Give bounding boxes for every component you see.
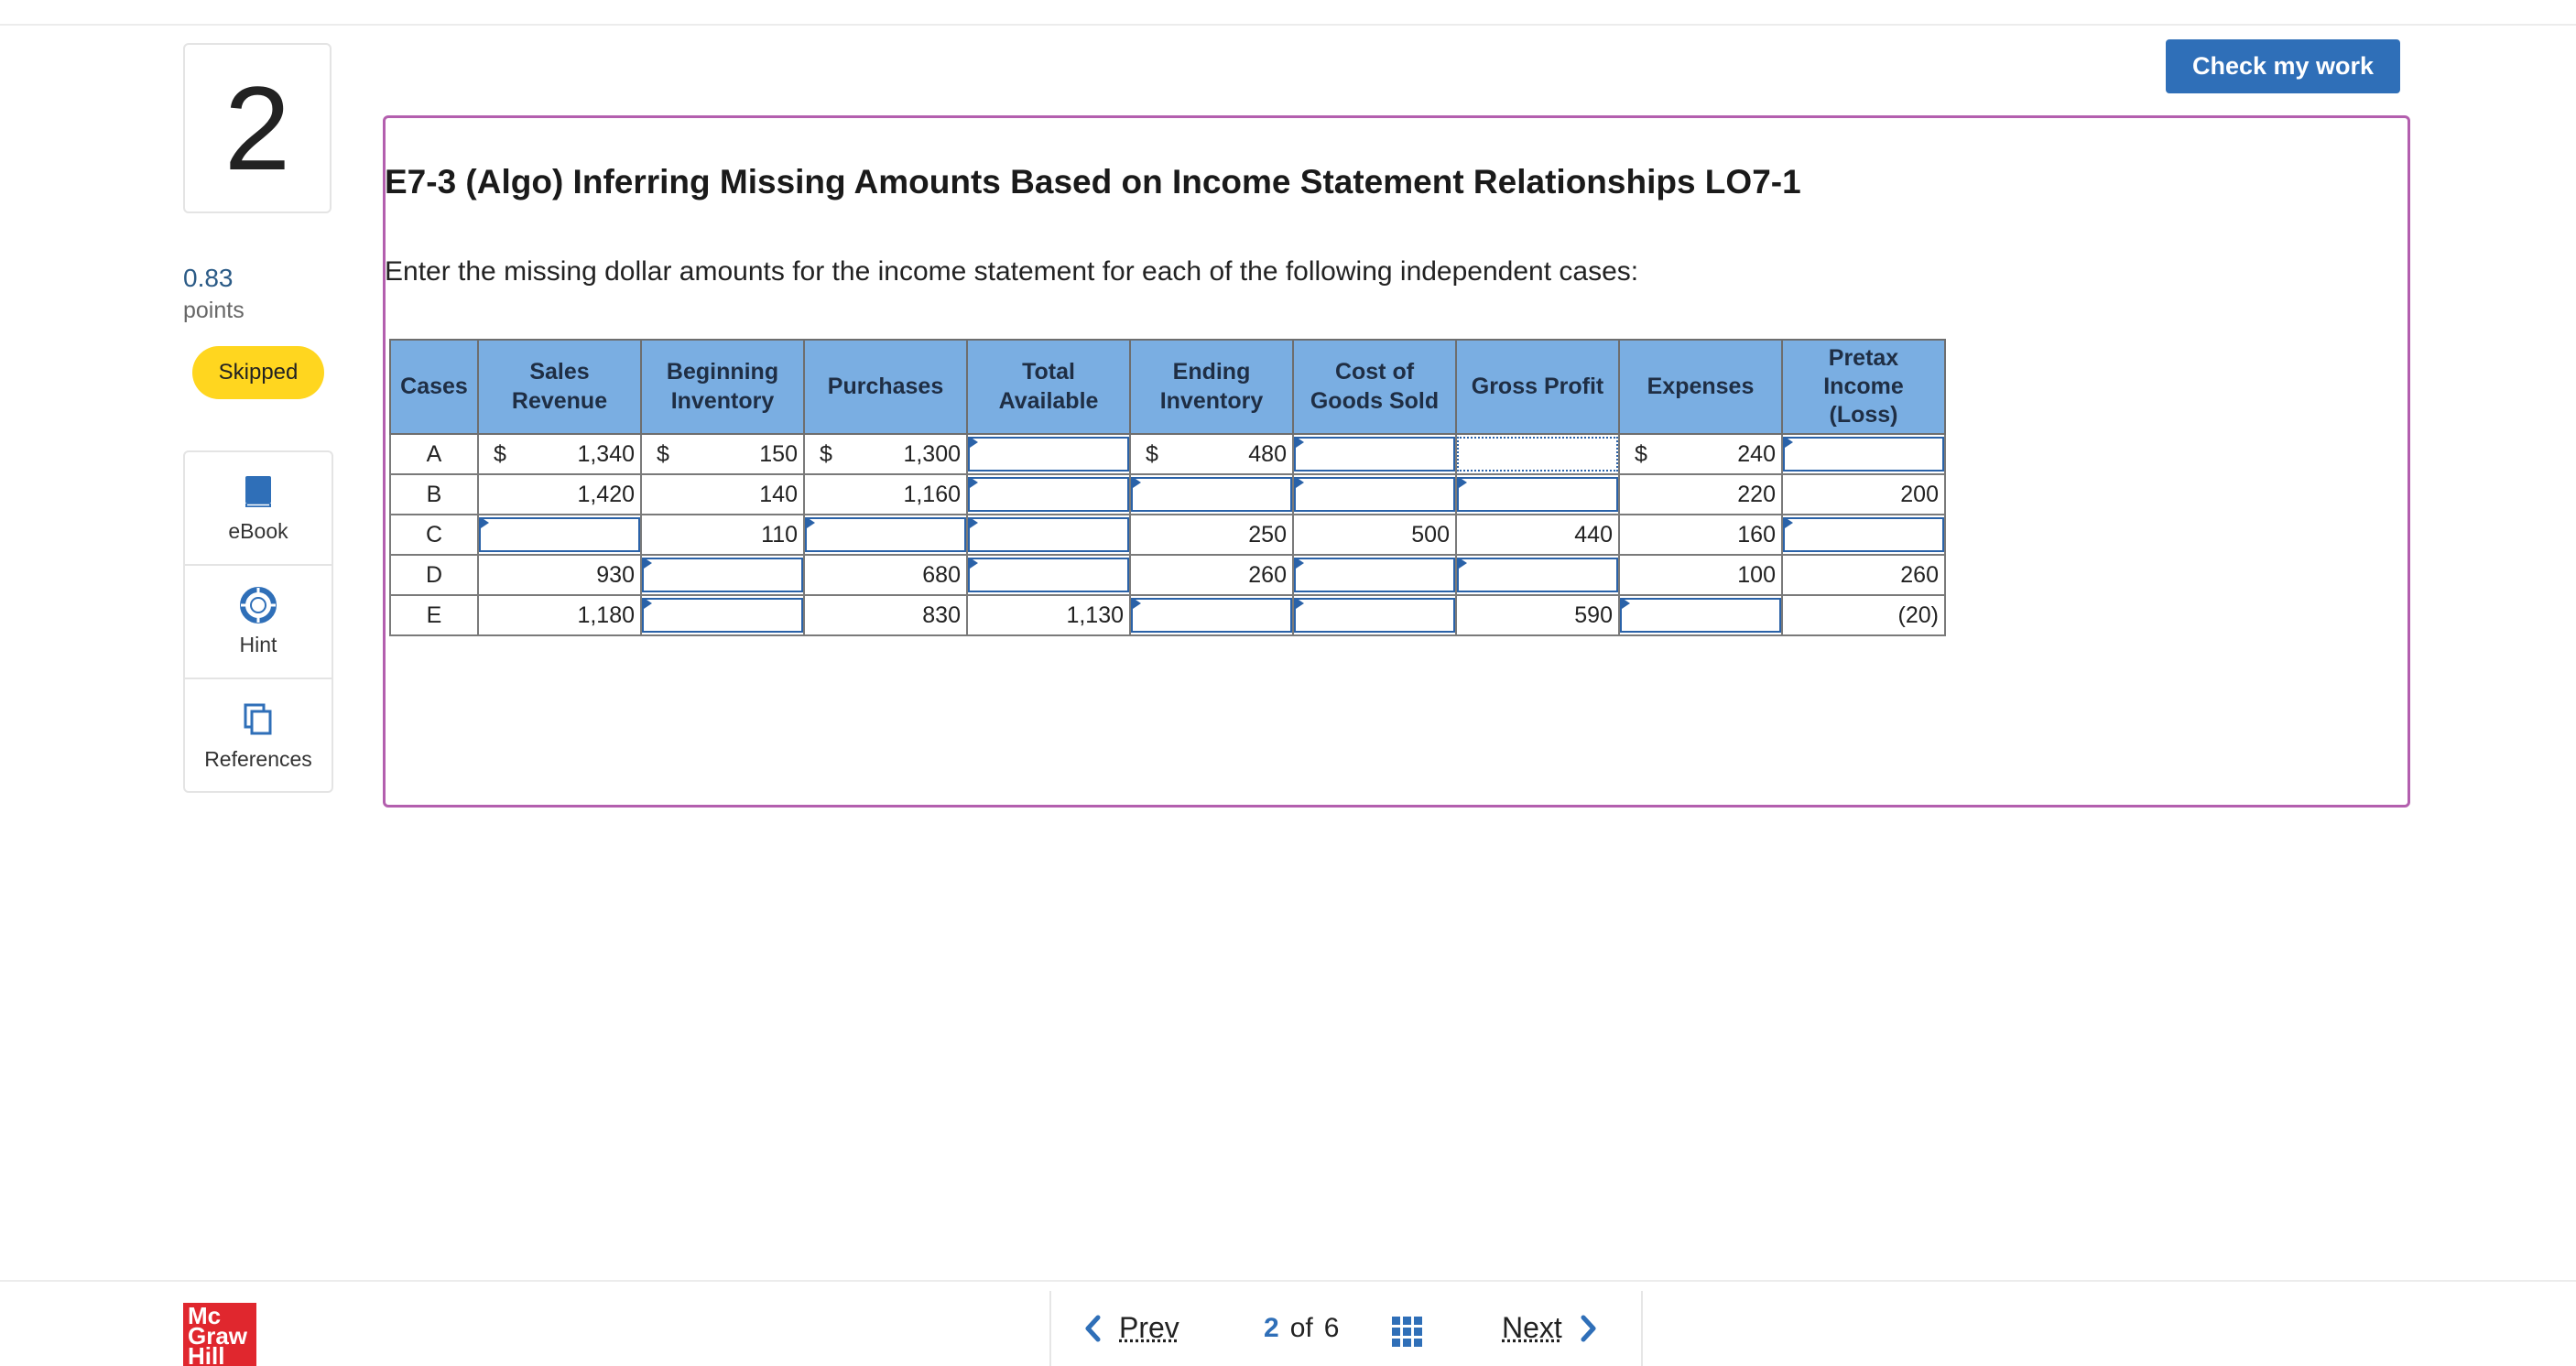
- total-pages: 6: [1323, 1313, 1340, 1343]
- ending-inventory-input[interactable]: [1131, 598, 1292, 633]
- table-row: [390, 434, 1945, 474]
- answer-cell: [1619, 595, 1782, 635]
- answer-cell: [1293, 474, 1456, 515]
- value-cell: [478, 595, 641, 635]
- value-cell: [1619, 555, 1782, 595]
- pagination: [1049, 1291, 1643, 1366]
- cell-value: 110: [761, 521, 798, 547]
- cell-value: 260: [1900, 561, 1939, 588]
- footer-divider: [0, 1280, 2576, 1282]
- value-cell: [641, 515, 804, 555]
- question-instructions: Enter the missing dollar amounts for the income statement for each of the following independent cases:: [385, 256, 1639, 287]
- value-cell: [478, 555, 641, 595]
- table-header-row: [390, 340, 1945, 434]
- cell-value: 200: [1900, 481, 1939, 507]
- total-available-input[interactable]: [968, 558, 1129, 592]
- cell-value: 480: [1248, 440, 1287, 467]
- ending-inventory-input[interactable]: [1131, 477, 1292, 512]
- question-title: E7-3 (Algo) Inferring Missing Amounts Based on Income Statement Relationships LO7-1: [385, 163, 1801, 201]
- value-cell: [641, 434, 804, 474]
- cell-value: 1,340: [577, 440, 635, 467]
- value-cell: [804, 434, 967, 474]
- cell-value: 260: [1248, 561, 1287, 588]
- case-label: C: [390, 515, 478, 555]
- sales-revenue-input[interactable]: [479, 517, 640, 552]
- cell-value: 240: [1737, 440, 1776, 467]
- col-header: Beginning Inventory: [641, 340, 804, 434]
- ebook-button[interactable]: [185, 452, 332, 566]
- cell-value: 930: [596, 561, 635, 588]
- cell-value: 1,300: [903, 440, 961, 467]
- cell-value: 680: [922, 561, 961, 588]
- col-header: Gross Profit: [1456, 340, 1619, 434]
- value-cell: [804, 474, 967, 515]
- value-cell: [1130, 515, 1293, 555]
- value-cell: [478, 434, 641, 474]
- value-cell: [1456, 595, 1619, 635]
- col-header: Expenses: [1619, 340, 1782, 434]
- table-row: [390, 595, 1945, 635]
- chevron-left-icon: [1084, 1315, 1101, 1342]
- status-badge: Skipped: [192, 346, 324, 399]
- cell-value: 160: [1737, 521, 1776, 547]
- points-value: 0.83: [183, 264, 234, 292]
- currency-symbol: $: [820, 440, 832, 467]
- value-cell: [641, 474, 804, 515]
- value-cell: [1293, 515, 1456, 555]
- ebook-label: eBook: [228, 518, 288, 543]
- total-available-input[interactable]: [968, 437, 1129, 472]
- cell-value: (20): [1897, 602, 1939, 628]
- value-cell: [1619, 515, 1782, 555]
- next-label: Next: [1502, 1311, 1562, 1344]
- pretax-income-input[interactable]: [1783, 517, 1944, 552]
- answer-cell: [1130, 474, 1293, 515]
- cell-value: 140: [759, 481, 798, 507]
- currency-symbol: $: [1146, 440, 1158, 467]
- answer-cell: [1456, 474, 1619, 515]
- case-label: B: [390, 474, 478, 515]
- references-button[interactable]: [185, 679, 332, 793]
- cell-value: 830: [922, 602, 961, 628]
- cell-value: 150: [759, 440, 798, 467]
- value-cell: [804, 595, 967, 635]
- value-cell: [1130, 555, 1293, 595]
- cell-value: 1,420: [577, 481, 635, 507]
- gross-profit-input[interactable]: [1457, 477, 1618, 512]
- answer-cell: [1782, 434, 1945, 474]
- currency-symbol: $: [494, 440, 506, 467]
- value-cell: [1130, 434, 1293, 474]
- answer-cell: [641, 595, 804, 635]
- total-available-input[interactable]: [968, 517, 1129, 552]
- check-my-work-button[interactable]: Check my work: [2166, 39, 2400, 93]
- cell-value: 1,130: [1066, 602, 1124, 628]
- cogs-input[interactable]: [1294, 477, 1455, 512]
- cell-value: 1,160: [903, 481, 961, 507]
- value-cell: [1456, 515, 1619, 555]
- answer-cell: [1130, 595, 1293, 635]
- col-header: Ending Inventory: [1130, 340, 1293, 434]
- cell-value: 100: [1737, 561, 1776, 588]
- beginning-inventory-input[interactable]: [642, 558, 803, 592]
- lifebuoy-icon: [240, 587, 277, 623]
- prev-button[interactable]: [1084, 1311, 1179, 1345]
- purchases-input[interactable]: [805, 517, 966, 552]
- cogs-input[interactable]: [1294, 437, 1455, 472]
- cell-value: 220: [1737, 481, 1776, 507]
- cell-value: 1,180: [577, 602, 635, 628]
- answer-cell: [1782, 515, 1945, 555]
- table-row: [390, 555, 1945, 595]
- total-available-input[interactable]: [968, 477, 1129, 512]
- answer-cell: [1293, 434, 1456, 474]
- value-cell: [1782, 474, 1945, 515]
- answer-cell: [967, 474, 1130, 515]
- value-cell: [478, 474, 641, 515]
- col-header: Sales Revenue: [478, 340, 641, 434]
- pretax-income-input[interactable]: [1783, 437, 1944, 472]
- col-header: Purchases: [804, 340, 967, 434]
- table-row: [390, 515, 1945, 555]
- case-label: A: [390, 434, 478, 474]
- answer-cell: [804, 515, 967, 555]
- answer-cell: [1293, 595, 1456, 635]
- value-cell: [1782, 555, 1945, 595]
- copy-documents-icon: [240, 701, 277, 738]
- current-page: 2: [1264, 1313, 1279, 1343]
- tools-panel: [183, 450, 333, 793]
- income-statement-table: [389, 339, 1946, 636]
- answer-cell: [967, 434, 1130, 474]
- value-cell: [967, 595, 1130, 635]
- col-header: Cases: [390, 340, 478, 434]
- value-cell: [1619, 474, 1782, 515]
- col-header: Total Available: [967, 340, 1130, 434]
- references-label: References: [204, 746, 312, 771]
- hint-button[interactable]: [185, 566, 332, 679]
- expenses-input[interactable]: [1620, 598, 1781, 633]
- value-cell: [804, 555, 967, 595]
- points-label: points: [183, 298, 245, 323]
- currency-symbol: $: [657, 440, 669, 467]
- top-divider: [0, 24, 2576, 26]
- question-number: 2: [183, 43, 332, 213]
- page-position: [1264, 1313, 1339, 1344]
- answer-cell: [641, 555, 804, 595]
- hint-label: Hint: [239, 632, 277, 656]
- of-label: of: [1289, 1313, 1313, 1343]
- next-button[interactable]: [1502, 1311, 1597, 1345]
- value-cell: [1782, 595, 1945, 635]
- currency-symbol: $: [1635, 440, 1647, 467]
- gross-profit-input[interactable]: [1457, 437, 1618, 472]
- cell-value: 590: [1574, 602, 1613, 628]
- prev-label: Prev: [1119, 1311, 1179, 1344]
- cell-value: 250: [1248, 521, 1287, 547]
- case-label: E: [390, 595, 478, 635]
- gross-profit-input[interactable]: [1457, 558, 1618, 592]
- mcgraw-hill-logo: Mc Graw Hill: [183, 1303, 256, 1366]
- cogs-input[interactable]: [1294, 558, 1455, 592]
- chevron-right-icon: [1581, 1315, 1597, 1342]
- answer-cell: [1456, 434, 1619, 474]
- col-header: Pretax Income (Loss): [1782, 340, 1945, 434]
- cell-value: 440: [1574, 521, 1613, 547]
- answer-cell: [478, 515, 641, 555]
- grid-view-icon[interactable]: [1392, 1317, 1423, 1348]
- value-cell: [1619, 434, 1782, 474]
- book-icon: [240, 473, 277, 510]
- case-label: D: [390, 555, 478, 595]
- cogs-input[interactable]: [1294, 598, 1455, 633]
- answer-cell: [967, 515, 1130, 555]
- col-header: Cost of Goods Sold: [1293, 340, 1456, 434]
- answer-cell: [1293, 555, 1456, 595]
- answer-cell: [967, 555, 1130, 595]
- beginning-inventory-input[interactable]: [642, 598, 803, 633]
- answer-cell: [1456, 555, 1619, 595]
- table-row: [390, 474, 1945, 515]
- cell-value: 500: [1411, 521, 1450, 547]
